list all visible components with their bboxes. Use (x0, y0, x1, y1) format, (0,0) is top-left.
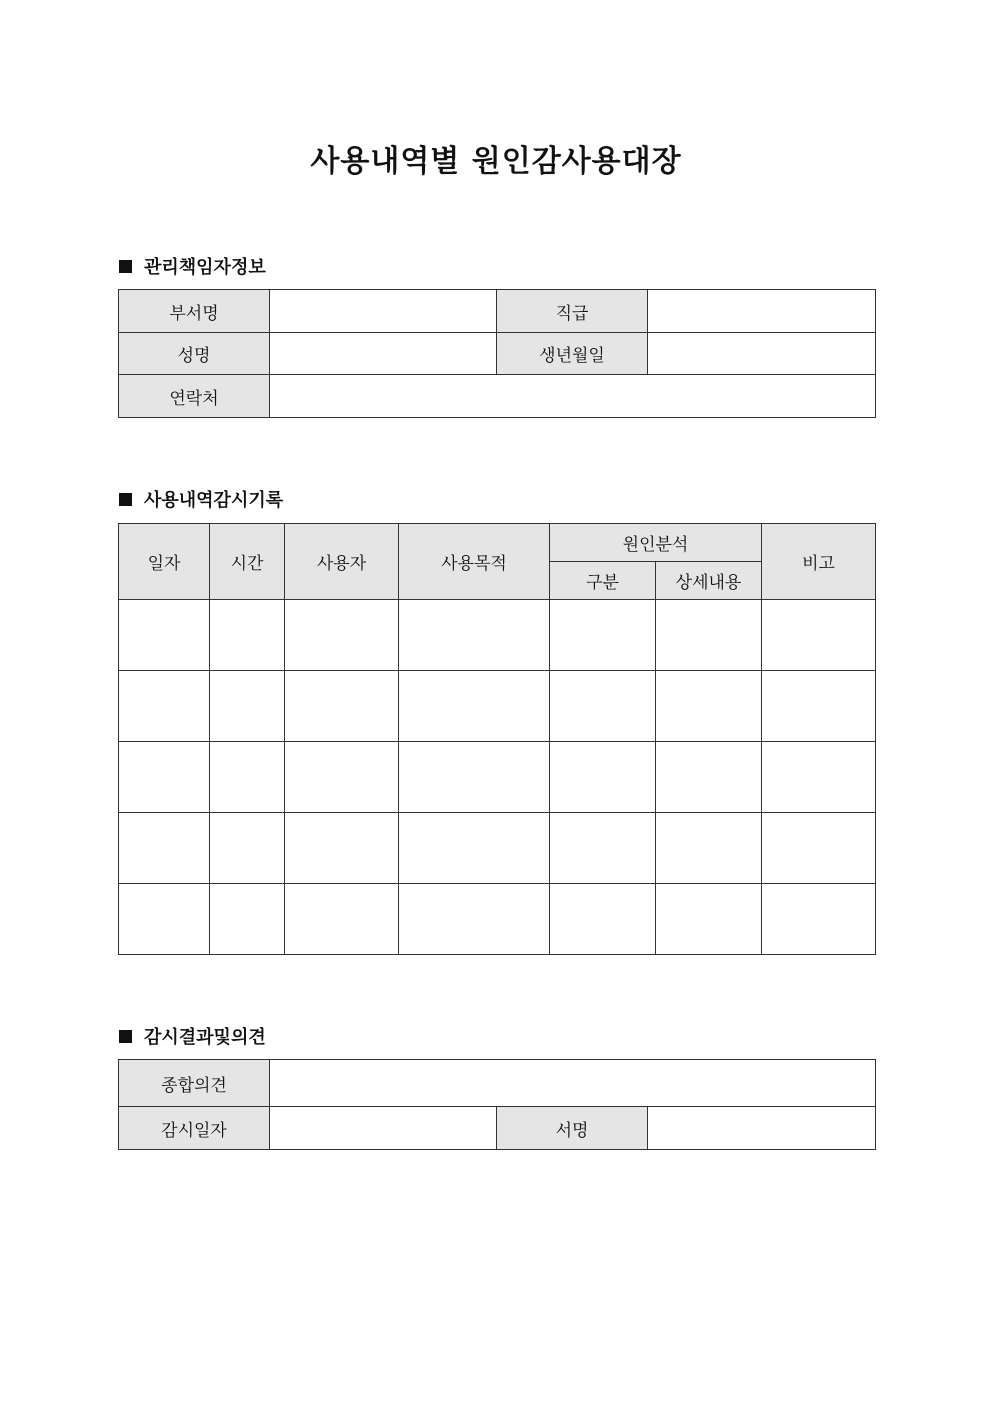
audit-date-field[interactable] (270, 1107, 497, 1150)
record-cell-details[interactable] (656, 813, 762, 884)
position-label: 직급 (497, 290, 648, 333)
table-row (119, 600, 876, 671)
square-bullet-icon (119, 1030, 132, 1043)
birthdate-label: 생년월일 (497, 333, 648, 375)
square-bullet-icon (119, 260, 132, 273)
record-cell-time[interactable] (210, 671, 285, 742)
contact-label: 연락처 (119, 375, 270, 418)
column-header-purpose: 사용목적 (399, 524, 550, 600)
result-section-title: 감시결과및의견 (144, 1027, 266, 1048)
manager-section-title: 관리책임자정보 (144, 257, 266, 278)
record-cell-date[interactable] (119, 884, 210, 955)
birthdate-field[interactable] (648, 333, 876, 375)
record-cell-purpose[interactable] (399, 884, 550, 955)
record-cell-category[interactable] (550, 600, 656, 671)
column-header-date: 일자 (119, 524, 210, 600)
column-header-cause-analysis: 원인분석 (550, 524, 762, 562)
record-cell-remarks[interactable] (762, 742, 876, 813)
audit-date-label: 감시일자 (119, 1107, 270, 1150)
column-header-user: 사용자 (285, 524, 399, 600)
record-cell-purpose[interactable] (399, 813, 550, 884)
record-cell-time[interactable] (210, 884, 285, 955)
record-cell-time[interactable] (210, 600, 285, 671)
record-cell-user[interactable] (285, 600, 399, 671)
column-header-category: 구분 (550, 562, 656, 600)
record-cell-user[interactable] (285, 742, 399, 813)
record-cell-category[interactable] (550, 671, 656, 742)
manager-section-heading (119, 253, 266, 279)
department-field[interactable] (270, 290, 497, 333)
record-cell-user[interactable] (285, 813, 399, 884)
overall-opinion-field[interactable] (270, 1060, 876, 1107)
record-cell-remarks[interactable] (762, 600, 876, 671)
record-cell-user[interactable] (285, 671, 399, 742)
signature-label: 서명 (497, 1107, 648, 1150)
record-cell-date[interactable] (119, 600, 210, 671)
position-field[interactable] (648, 290, 876, 333)
record-cell-remarks[interactable] (762, 884, 876, 955)
record-section-heading (119, 486, 283, 512)
table-row (119, 813, 876, 884)
record-cell-date[interactable] (119, 813, 210, 884)
name-label: 성명 (119, 333, 270, 375)
audit-result-table (118, 1059, 876, 1150)
record-cell-time[interactable] (210, 813, 285, 884)
column-header-details: 상세내용 (656, 562, 762, 600)
department-label: 부서명 (119, 290, 270, 333)
manager-info-table (118, 289, 876, 418)
document-title: 사용내역별 원인감사용대장 (310, 144, 682, 179)
signature-field[interactable] (648, 1107, 876, 1150)
record-cell-details[interactable] (656, 742, 762, 813)
record-cell-date[interactable] (119, 742, 210, 813)
record-cell-purpose[interactable] (399, 600, 550, 671)
square-bullet-icon (119, 493, 132, 506)
usage-record-table (118, 523, 876, 955)
record-cell-details[interactable] (656, 671, 762, 742)
contact-field[interactable] (270, 375, 876, 418)
record-cell-time[interactable] (210, 742, 285, 813)
record-cell-remarks[interactable] (762, 671, 876, 742)
table-row (119, 742, 876, 813)
record-cell-category[interactable] (550, 742, 656, 813)
overall-opinion-label: 종합의견 (119, 1060, 270, 1107)
column-header-time: 시간 (210, 524, 285, 600)
result-section-heading (119, 1023, 266, 1049)
table-row (119, 884, 876, 955)
record-cell-user[interactable] (285, 884, 399, 955)
table-row (119, 671, 876, 742)
record-cell-purpose[interactable] (399, 671, 550, 742)
record-cell-remarks[interactable] (762, 813, 876, 884)
record-cell-category[interactable] (550, 813, 656, 884)
record-cell-purpose[interactable] (399, 742, 550, 813)
record-cell-date[interactable] (119, 671, 210, 742)
record-cell-details[interactable] (656, 884, 762, 955)
name-field[interactable] (270, 333, 497, 375)
record-cell-details[interactable] (656, 600, 762, 671)
column-header-remarks: 비고 (762, 524, 876, 600)
record-section-title: 사용내역감시기록 (144, 490, 284, 511)
record-cell-category[interactable] (550, 884, 656, 955)
